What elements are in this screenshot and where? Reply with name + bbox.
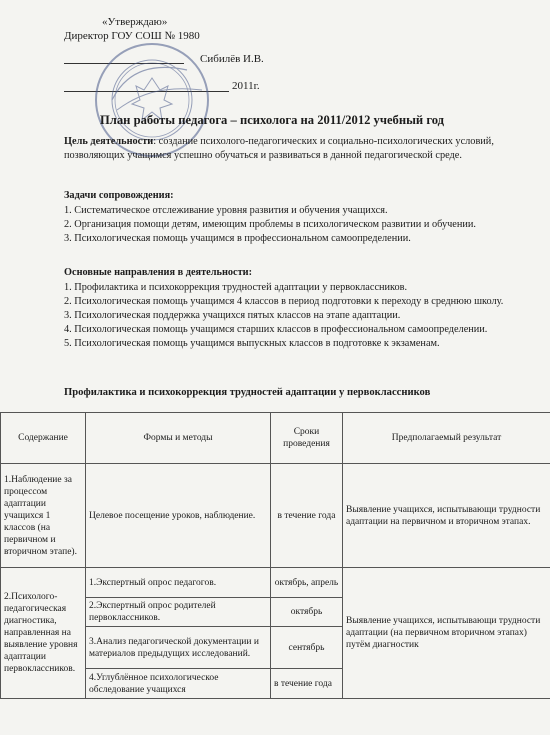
row-method: 4.Углублённое психологическое обследование учащихся (86, 669, 271, 699)
directions-heading: Основные направления в деятельности: (64, 267, 253, 278)
approval-label: «Утверждаю» (102, 16, 168, 28)
row-term: октябрь, апрель (271, 568, 343, 598)
header-terms: Сроки проведения (271, 413, 343, 464)
row-term: октябрь (271, 598, 343, 627)
directions-section (64, 266, 514, 351)
direction-item: 3. Психологическая поддержка учащихся пятых классов на этапе адаптации. (64, 310, 401, 321)
row-content: 1.Наблюдение за процессом адаптации учащихся 1 классов (на первичном и вторичном этапе). (1, 464, 86, 568)
row-result: Выявление учащихся, испытывающи трудности адаптации на первичном и вторичном этапах. (343, 464, 550, 568)
row-content: 2.Психолого-педагогическая диагностика, направленная на выявление уровня адаптации первоклассников. (1, 568, 86, 699)
table-row (1, 464, 550, 568)
task-item: 1. Систематическое отслеживание уровня развития и обучения учащихся. (64, 205, 388, 216)
section-title: Профилактика и психокоррекция трудностей адаптации у первоклассников (64, 387, 431, 398)
tasks-heading: Задачи сопровождения: (64, 190, 174, 201)
task-item: 2. Организация помощи детям, имеющим проблемы в психологическом развитии и обучении. (64, 219, 476, 230)
direction-item: 2. Психологическая помощь учащимся 4 классов в период подготовки к переходу в среднюю школу. (64, 296, 504, 307)
row-method: 1.Экспертный опрос педагогов. (86, 568, 271, 598)
signer-name: Сибилёв И.В. (200, 53, 264, 65)
row-term: в течение года (271, 464, 343, 568)
direction-item: 5. Психологическая помощь учащимся выпускных классов в подготовке к экзаменам. (64, 338, 440, 349)
director-line: Директор ГОУ СОШ № 1980 (64, 30, 200, 42)
direction-item: 1. Профилактика и психокоррекция трудностей адаптации у первоклассников. (64, 282, 408, 293)
tasks-section (64, 189, 514, 246)
goal-text: : создание психолого-педагогических и социально-психологических условий, позволяющих учащимся успешно обучаться и развиваться в данной педагогической среде. (64, 136, 494, 161)
header-result: Предполагаемый результат (343, 413, 550, 464)
row-method: Целевое посещение уроков, наблюдение. (86, 464, 271, 568)
plan-table (0, 412, 550, 699)
header-content: Содержание (1, 413, 86, 464)
direction-item: 4. Психологическая помощь учащимся старших классов в профессиональном самоопределении. (64, 324, 488, 335)
goal-label: Цель деятельности (64, 136, 154, 147)
header-methods: Формы и методы (86, 413, 271, 464)
row-term: в течение года (271, 669, 343, 699)
page-title: План работы педагога – психолога на 2011/2012 учебный год (100, 113, 445, 127)
table-header-row (1, 413, 550, 464)
goal-paragraph (64, 135, 504, 163)
row-method: 2.Экспертный опрос родителей первоклассников. (86, 598, 271, 627)
row-result: Выявление учащихся, испытывающи трудности адаптации (на первичном вторичном этапах) путём диагностик (343, 568, 550, 699)
approval-year: 2011г. (232, 80, 260, 92)
row-method: 3.Анализ педагогической документации и материалов предыдущих исследований. (86, 627, 271, 669)
row-term: сентябрь (271, 627, 343, 669)
table-row (1, 568, 550, 598)
task-item: 3. Психологическая помощь учащимся в профессиональном самоопределении. (64, 233, 411, 244)
